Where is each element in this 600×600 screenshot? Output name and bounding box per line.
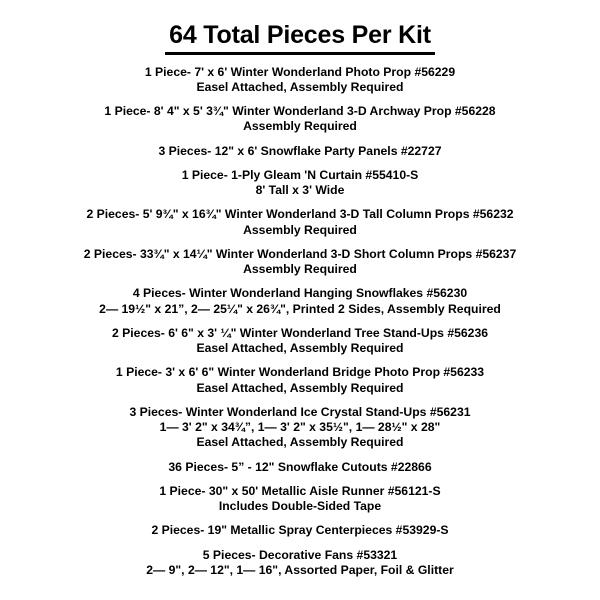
list-item (12, 104, 588, 135)
list-item (12, 326, 588, 357)
list-item (12, 405, 588, 451)
item-description: 4 Pieces- Winter Wonderland Hanging Snowflakes #56230 (132, 286, 468, 301)
item-description: 1 Piece- 7' x 6' Winter Wonderland Photo Prop #56229 (144, 64, 456, 79)
item-description: 3 Pieces- 12" x 6' Snowflake Party Panels #22727 (158, 143, 442, 158)
item-description: 1 Piece- 3' x 6' 6" Winter Wonderland Bridge Photo Prop #56233 (115, 365, 485, 380)
list-item (12, 247, 588, 278)
item-dimensions: 1— 3' 2" x 34¾”, 1— 3' 2" x 35½", 1— 28½" x 28" (159, 420, 441, 434)
item-description: 1 Piece- 8' 4" x 5' 3¾" Winter Wonderland 3-D Archway Prop #56228 (104, 104, 496, 118)
item-note: 2— 19½" x 21”, 2— 25¼" x 26¾", Printed 2 Sides, Assembly Required (99, 301, 501, 316)
list-item (12, 548, 588, 579)
list-item (12, 523, 588, 538)
item-description: 2 Pieces- 5' 9¾" x 16¾" Winter Wonderland 3-D Tall Column Props #56232 (86, 207, 514, 222)
item-description: 5 Pieces- Decorative Fans #53321 (202, 547, 398, 562)
item-note: Easel Attached, Assembly Required (196, 341, 404, 355)
item-note: Assembly Required (243, 119, 357, 134)
page-title: 64 Total Pieces Per Kit (165, 22, 435, 55)
item-description: 36 Pieces- 5” - 12" Snowflake Cutouts #22866 (168, 459, 432, 474)
list-item (12, 144, 588, 159)
list-item (12, 207, 588, 238)
item-note: 2— 9", 2— 12", 1— 16", Assorted Paper, Foil & Glitter (146, 562, 454, 577)
item-note: Includes Double-Sided Tape (218, 499, 382, 513)
item-description: 2 Pieces- 19" Metallic Spray Centerpieces #53929-S (151, 523, 449, 538)
item-note: Assembly Required (243, 262, 357, 276)
item-description: 1 Piece- 30" x 50' Metallic Aisle Runner #56121-S (159, 483, 441, 498)
kit-item-list (12, 65, 588, 579)
item-note: 8' Tall x 3' Wide (255, 183, 345, 197)
list-item (12, 286, 588, 317)
item-note: Assembly Required (243, 222, 357, 237)
item-description: 1 Piece- 1-Ply Gleam 'N Curtain #55410-S (181, 167, 419, 182)
item-note: Easel Attached, Assembly Required (196, 380, 404, 395)
list-item (12, 365, 588, 396)
item-note: Easel Attached, Assembly Required (196, 435, 404, 450)
item-description: 2 Pieces- 33¾" x 14¼" Winter Wonderland 3-D Short Column Props #56237 (83, 246, 517, 261)
list-item (12, 484, 588, 515)
item-note: Easel Attached, Assembly Required (196, 79, 404, 94)
item-description: 2 Pieces- 6' 6" x 3' ¼" Winter Wonderland Tree Stand-Ups #56236 (111, 325, 488, 340)
list-item (12, 460, 588, 475)
list-item (12, 65, 588, 96)
list-item (12, 168, 588, 199)
item-description: 3 Pieces- Winter Wonderland Ice Crystal Stand-Ups #56231 (129, 404, 471, 419)
